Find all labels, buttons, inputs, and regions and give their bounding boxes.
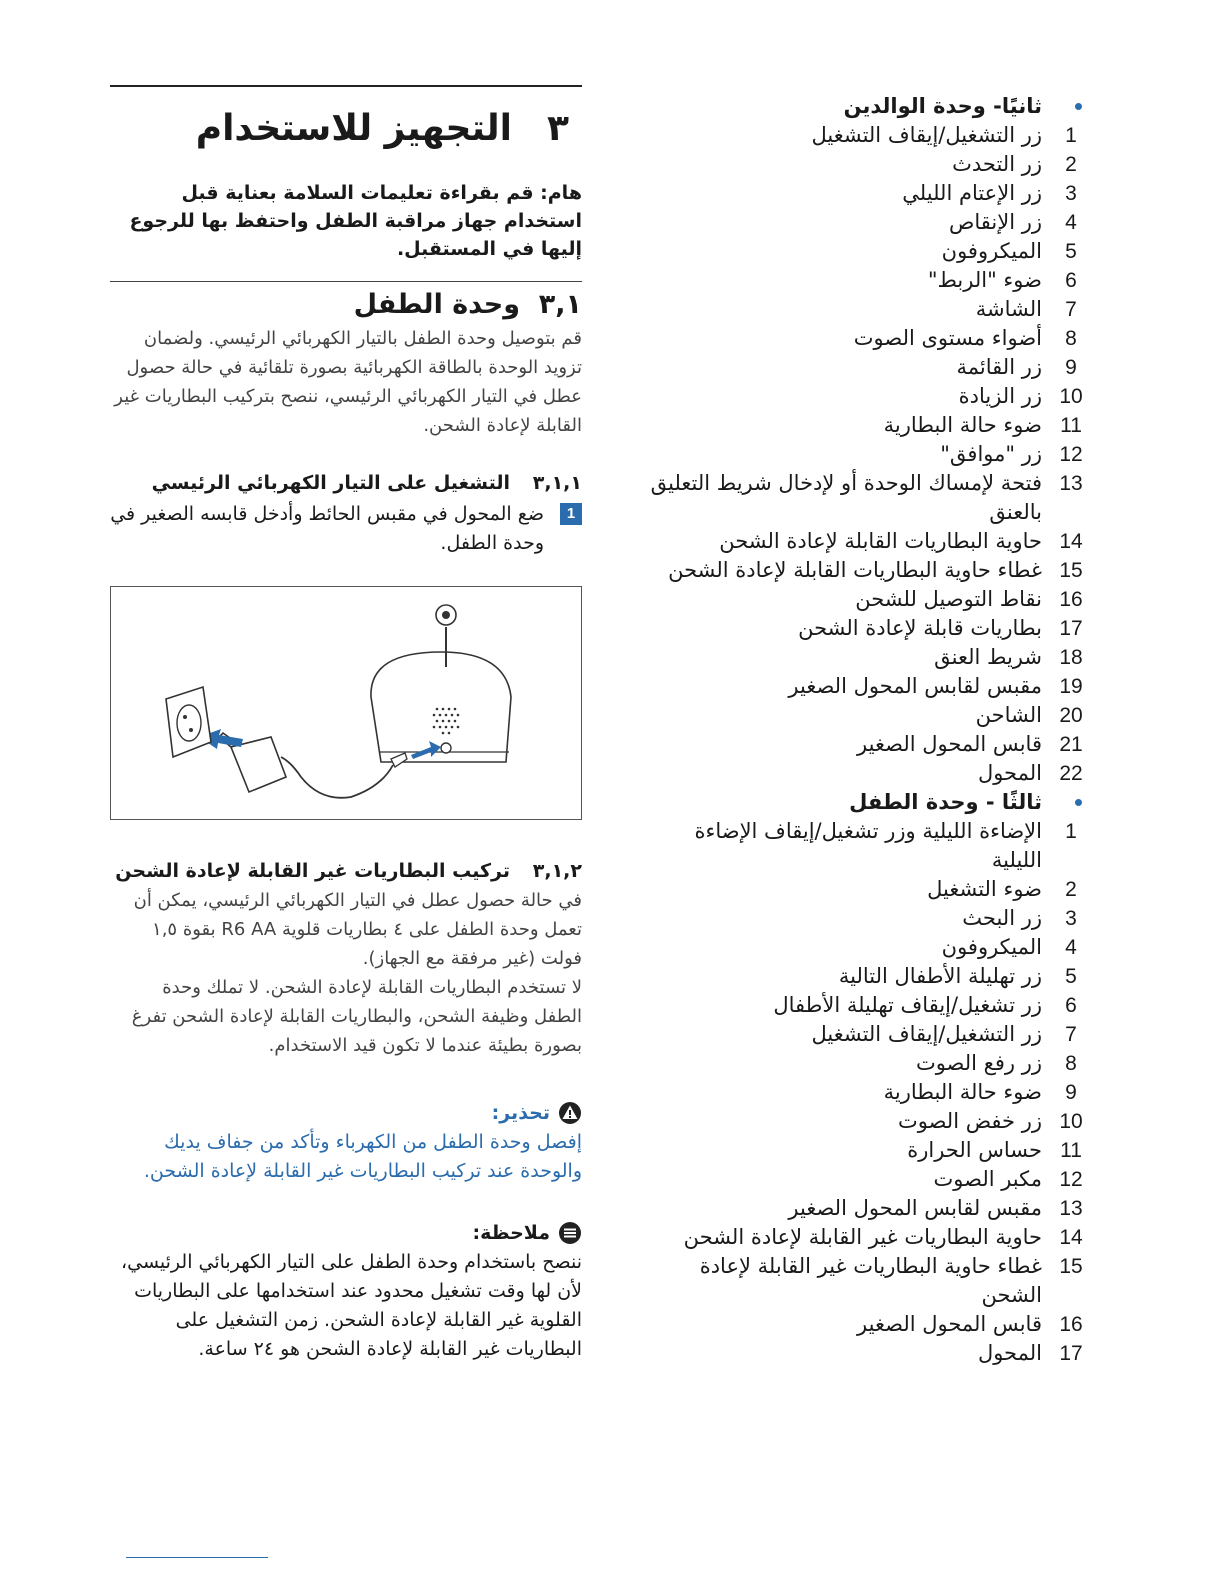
item-label: غطاء حاوية البطاريات القابلة لإعادة الشحن	[668, 558, 1042, 582]
item-label: الميكروفون	[941, 935, 1042, 959]
item-number: 1	[1065, 820, 1077, 843]
list-item	[640, 411, 1100, 440]
list-item	[640, 179, 1100, 208]
item-label: زر التحدث	[952, 152, 1042, 176]
socket-hole	[183, 715, 187, 719]
item-label: زر التشغيل/إيقاف التشغيل	[811, 1022, 1042, 1046]
note-title: ملاحظة:	[472, 1222, 550, 1244]
item-number: 10	[1059, 385, 1083, 408]
item-number: 3	[1065, 182, 1077, 205]
setup-column	[110, 85, 582, 1364]
item-number: 19	[1059, 675, 1083, 698]
note-text: ننصح باستخدام وحدة الطفل على التيار الكهربائي الرئيسي، لأن لها وقت تشغيل محدود عند استخدامها على البطاريات القلوية غير القابلة لإعادة الشحن. زمن التشغيل على البطاريات غير القابلة لإعادة الشحن هو ٢٤ ساعة.	[120, 1251, 582, 1360]
item-number: 8	[1065, 327, 1077, 350]
footer-rule	[126, 1557, 268, 1558]
item-number: 1	[1065, 124, 1077, 147]
item-number: 11	[1060, 1139, 1082, 1162]
baby-unit-list	[640, 817, 1100, 1368]
list-item	[640, 701, 1100, 730]
dc-socket-icon	[441, 743, 451, 753]
list-item	[640, 643, 1100, 672]
item-number: 12	[1059, 443, 1083, 466]
note-icon	[558, 1221, 582, 1245]
list-item	[640, 121, 1100, 150]
item-number: 4	[1065, 211, 1077, 234]
list-item	[640, 556, 1100, 585]
section-rule	[110, 281, 582, 282]
item-label: قابس المحول الصغير	[857, 1312, 1042, 1336]
list-item	[640, 817, 1100, 875]
batteries-paragraph-2: لا تستخدم البطاريات القابلة لإعادة الشحن. لا تملك وحدة الطفل وظيفة الشحن، والبطاريات القابلة لإعادة الشحن تفرغ بصورة بطيئة عندما لا تكون قيد الاستخدام.	[131, 977, 582, 1056]
list-item	[640, 1223, 1100, 1252]
list-item	[640, 1078, 1100, 1107]
item-number: 17	[1059, 1342, 1083, 1365]
item-label: زر البحث	[962, 906, 1042, 930]
item-label: مقبس لقابس المحول الصغير	[788, 674, 1042, 698]
item-number: 10	[1059, 1110, 1083, 1133]
list-item	[640, 1107, 1100, 1136]
parts-lists	[640, 92, 1100, 1368]
step-number-badge: 1	[560, 503, 582, 525]
step-1	[110, 500, 582, 558]
subsection-number: ٣,١,١	[532, 472, 582, 494]
item-number: 17	[1059, 617, 1083, 640]
item-number: 21	[1059, 733, 1083, 756]
item-number: 15	[1059, 1255, 1083, 1278]
item-label: الإضاءة الليلية وزر تشغيل/إيقاف الإضاءة الليلية	[694, 819, 1042, 872]
item-number: 14	[1059, 530, 1083, 553]
parent-unit-heading: ثانيًا- وحدة الوالدين	[640, 92, 1100, 121]
item-label: غطاء حاوية البطاريات غير القابلة لإعادة الشحن	[699, 1254, 1042, 1307]
list-item	[640, 1136, 1100, 1165]
item-number: 2	[1065, 153, 1077, 176]
item-label: زر "موافق"	[940, 442, 1042, 466]
list-item	[640, 1194, 1100, 1223]
socket-hole	[189, 728, 193, 732]
list-item	[640, 324, 1100, 353]
subsection-title: تركيب البطاريات غير القابلة لإعادة الشحن	[115, 860, 510, 882]
item-label: زر التشغيل/إيقاف التشغيل	[811, 123, 1042, 147]
important-notice	[110, 179, 582, 263]
list-item	[640, 1339, 1100, 1368]
item-number: 4	[1065, 936, 1077, 959]
item-label: زر تشغيل/إيقاف تهليلة الأطفال	[773, 993, 1042, 1017]
item-label: ضوء حالة البطارية	[883, 413, 1042, 437]
item-label: الشاشة	[975, 297, 1042, 321]
list-item	[640, 991, 1100, 1020]
item-label: قابس المحول الصغير	[857, 732, 1042, 756]
item-number: 7	[1065, 1023, 1077, 1046]
section-body: قم بتوصيل وحدة الطفل بالتيار الكهربائي الرئيسي. ولضمان تزويد الوحدة بالطاقة الكهربائية بصورة تلقائية في حالة حصول عطل في التيار الكهربائي الرئيسي، ننصح بتركيب البطاريات غير القابلة لإعادة الشحن.	[114, 328, 582, 436]
item-label: زر تهليلة الأطفال التالية	[838, 964, 1042, 988]
item-label: نقاط التوصيل للشحن	[855, 587, 1042, 611]
item-label: زر خفض الصوت	[897, 1109, 1042, 1133]
bullet-icon	[1075, 799, 1082, 806]
important-text: قم بقراءة تعليمات السلامة بعناية قبل استخدام جهاز مراقبة الطفل واحتفظ بها للرجوع إليها في المستقبل.	[129, 182, 582, 260]
list-item	[640, 1252, 1100, 1310]
chapter-number: ٣	[547, 107, 569, 149]
item-label: فتحة لإمساك الوحدة أو لإدخال شريط التعليق بالعنق	[650, 471, 1042, 524]
list-item	[640, 353, 1100, 382]
adapter-cable	[281, 757, 393, 798]
item-label: الميكروفون	[941, 239, 1042, 263]
warning-heading	[110, 1098, 582, 1128]
item-number: 8	[1065, 1052, 1077, 1075]
wall-socket-face	[177, 705, 201, 741]
item-label: حاوية البطاريات غير القابلة لإعادة الشحن	[683, 1225, 1042, 1249]
list-item	[640, 295, 1100, 324]
item-number: 7	[1065, 298, 1077, 321]
list-item	[640, 208, 1100, 237]
item-label: زر الزيادة	[958, 384, 1042, 408]
connection-illustration	[110, 586, 582, 820]
parent-unit-list	[640, 121, 1100, 788]
item-label: بطاريات قابلة لإعادة الشحن	[798, 616, 1042, 640]
item-label: ضوء التشغيل	[927, 877, 1042, 901]
item-number: 14	[1059, 1226, 1083, 1249]
item-number: 16	[1059, 588, 1083, 611]
important-label: هام:	[540, 182, 582, 204]
item-number: 12	[1059, 1168, 1083, 1191]
list-item	[640, 1310, 1100, 1339]
subsection-heading-3-1-1	[110, 468, 582, 498]
item-number: 11	[1060, 414, 1082, 437]
baby-unit-heading: ثالثًا - وحدة الطفل	[640, 788, 1100, 817]
item-label: شريط العنق	[934, 645, 1042, 669]
list-item	[640, 759, 1100, 788]
item-number: 5	[1065, 965, 1077, 988]
list-item	[640, 527, 1100, 556]
item-label: حساس الحرارة	[907, 1138, 1042, 1162]
item-label: مقبس لقابس المحول الصغير	[788, 1196, 1042, 1220]
item-label: مكبر الصوت	[933, 1167, 1042, 1191]
item-label: زر القائمة	[956, 355, 1042, 379]
list-item	[640, 962, 1100, 991]
list-item	[640, 672, 1100, 701]
step-text: ضع المحول في مقبس الحائط وأدخل قابسه الصغير في وحدة الطفل.	[110, 503, 544, 554]
list-item	[640, 469, 1100, 527]
item-number: 9	[1065, 356, 1077, 379]
item-label: زر الإنقاص	[948, 210, 1042, 234]
chapter-title	[110, 87, 582, 169]
warning-title: تحذير:	[491, 1102, 550, 1124]
baby-unit-adapter-drawing	[111, 587, 581, 819]
list-item	[640, 440, 1100, 469]
item-label: الشاحن	[975, 703, 1042, 727]
item-label: ضوء "الربط"	[927, 268, 1042, 292]
item-number: 13	[1059, 472, 1083, 495]
section-title: وحدة الطفل	[353, 288, 520, 320]
bullet-icon	[1075, 103, 1082, 110]
subsection-heading-3-1-2	[110, 856, 582, 886]
item-number: 2	[1065, 878, 1077, 901]
list-item	[640, 1049, 1100, 1078]
list-item	[640, 875, 1100, 904]
subsection-title: التشغيل على التيار الكهربائي الرئيسي	[151, 472, 510, 494]
list-item	[640, 933, 1100, 962]
list-item	[640, 150, 1100, 179]
chapter-title-text: التجهيز للاستخدام	[195, 107, 512, 149]
list-item	[640, 266, 1100, 295]
item-number: 18	[1059, 646, 1083, 669]
item-number: 5	[1065, 240, 1077, 263]
list-item	[640, 1165, 1100, 1194]
warning-icon	[558, 1101, 582, 1125]
item-label: زر رفع الصوت	[915, 1051, 1042, 1075]
item-number: 16	[1059, 1313, 1083, 1336]
list-item	[640, 237, 1100, 266]
item-number: 6	[1065, 269, 1077, 292]
list-item	[640, 585, 1100, 614]
batteries-paragraph-1: في حالة حصول عطل في التيار الكهربائي الرئيسي، يمكن أن تعمل وحدة الطفل على ٤ بطاريات قلوية R6 AA بقوة ١,٥ فولت (غير مرفقة مع الجهاز).	[133, 890, 582, 969]
list-item	[640, 382, 1100, 411]
item-number: 3	[1065, 907, 1077, 930]
note-heading	[110, 1218, 582, 1248]
item-number: 15	[1059, 559, 1083, 582]
item-number: 6	[1065, 994, 1077, 1017]
list-item	[640, 904, 1100, 933]
item-number: 22	[1059, 762, 1083, 785]
item-label: حاوية البطاريات القابلة لإعادة الشحن	[719, 529, 1042, 553]
warning-text: إفصل وحدة الطفل من الكهرباء وتأكد من جفاف يديك والوحدة عند تركيب البطاريات غير القابلة لإعادة الشحن.	[143, 1131, 582, 1182]
item-number: 9	[1065, 1081, 1077, 1104]
section-number: ٣,١	[538, 288, 582, 320]
item-number: 13	[1059, 1197, 1083, 1220]
list-item	[640, 614, 1100, 643]
section-heading-3-1	[110, 284, 582, 324]
item-label: زر الإعتام الليلي	[902, 181, 1042, 205]
item-label: المحول	[977, 761, 1042, 785]
item-number: 20	[1059, 704, 1083, 727]
list-item	[640, 730, 1100, 759]
list-item	[640, 1020, 1100, 1049]
subsection-number: ٣,١,٢	[532, 860, 582, 882]
item-label: أضواء مستوى الصوت	[853, 326, 1042, 350]
night-light-center	[442, 611, 450, 619]
item-label: المحول	[977, 1341, 1042, 1365]
item-label: ضوء حالة البطارية	[883, 1080, 1042, 1104]
